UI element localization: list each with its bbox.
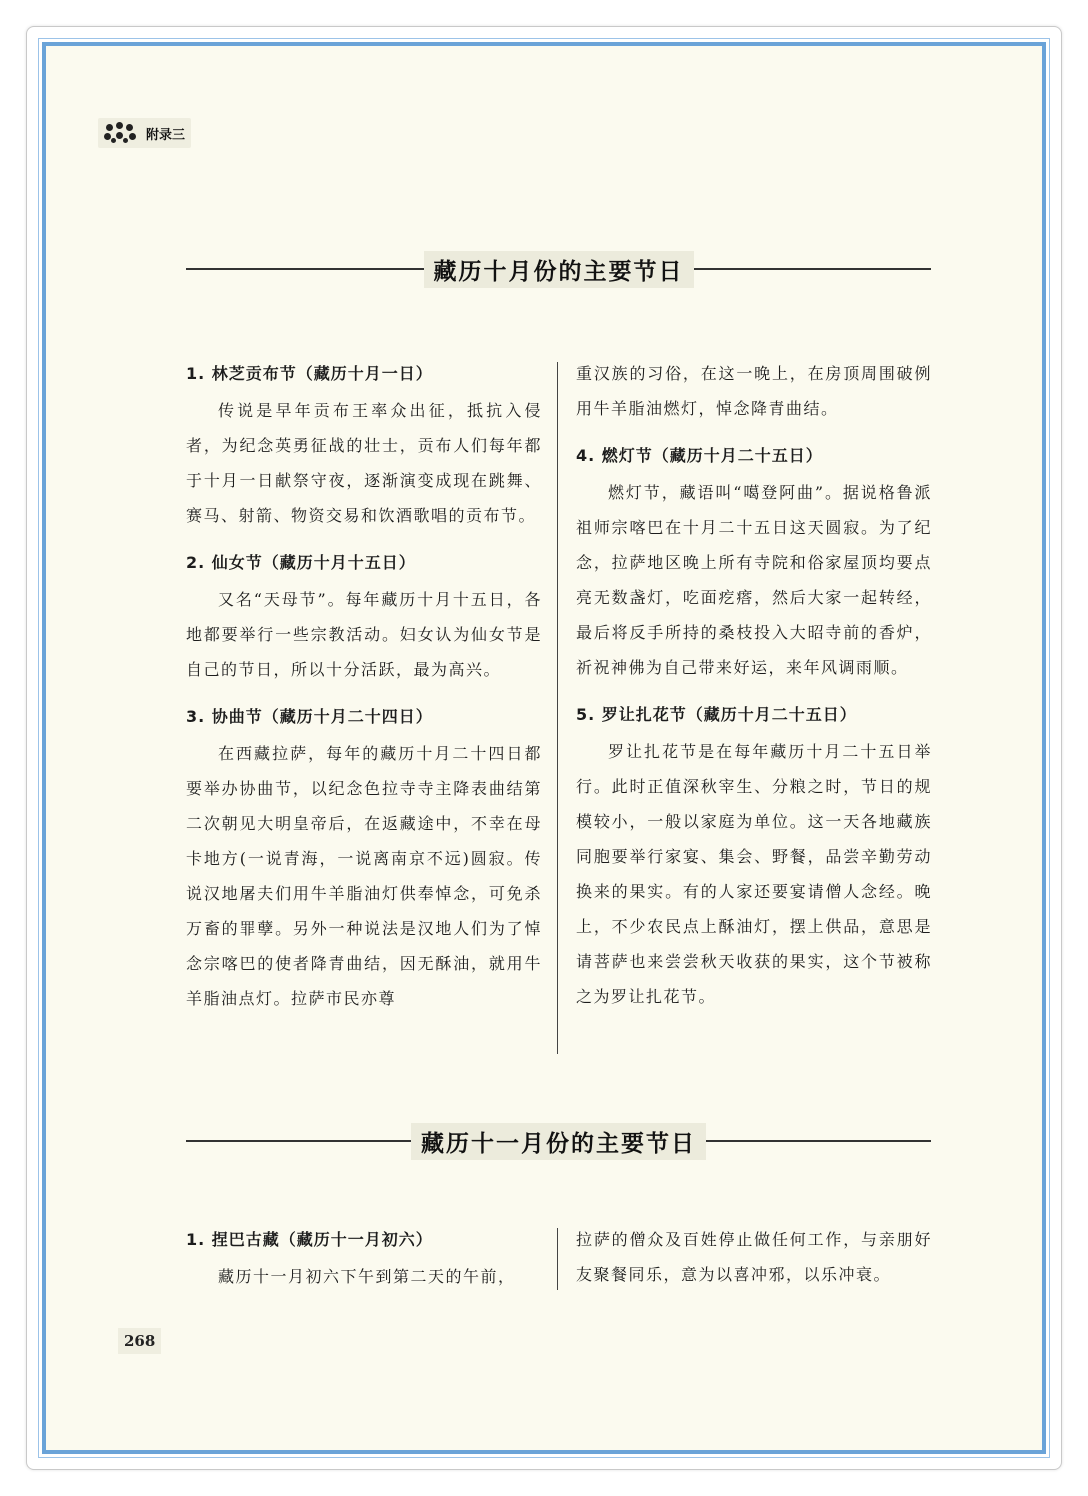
section-heading-october — [186, 252, 931, 286]
festival-body: 罗让扎花节是在每年藏历十月二十五日举行。此时正值深秋宰生、分粮之时，节日的规模较小，一般以家庭为单位。这一天各地藏族同胞要举行家宴、集会、野餐，品尝辛勤劳动换来的果实。有的人家还要宴请僧人念经。晚上，不少农民点上酥油灯，摆上供品，意思是请菩萨也来尝尝秋天收获的果实，这个节被称之为罗让扎花节。 — [576, 742, 932, 1006]
festival-title: 1. 林芝贡布节（藏历十月一日） — [186, 364, 433, 383]
section-title: 藏历十月份的主要节日 — [424, 251, 694, 288]
column-divider — [557, 362, 558, 1054]
heading-rule-left — [186, 1140, 411, 1142]
heading-rule-right — [706, 1140, 931, 1142]
festival-title: 1. 捏巴古藏（藏历十一月初六） — [186, 1230, 433, 1249]
page-header — [98, 118, 191, 148]
festival-body: 又名“天母节”。每年藏历十月十五日，各地都要举行一些宗教活动。妇女认为仙女节是自己的节日，所以十分活跃，最为高兴。 — [186, 590, 542, 679]
column-divider — [557, 1228, 558, 1290]
continued-text: 重汉族的习俗，在这一晚上，在房顶周围破例用牛羊脂油燃灯，悼念降青曲结。 — [576, 364, 932, 418]
section-heading-november — [186, 1124, 931, 1158]
left-column — [186, 1222, 542, 1306]
festival-title: 5. 罗让扎花节（藏历十月二十五日） — [576, 705, 857, 724]
festival-body: 在西藏拉萨，每年的藏历十月二十四日都要举办协曲节，以纪念色拉寺寺主降表曲结第二次朝见大明皇帝后，在返藏途中，不幸在母卡地方(一说青海，一说离南京不远)圆寂。传说汉地屠夫们用牛羊脂油灯供奉悼念，可免杀万畜的罪孽。另外一种说法是汉地人们为了悼念宗喀巴的使者降青曲结，因无酥油，就用牛羊脂油点灯。拉萨市民亦尊 — [186, 744, 542, 1008]
ornament-icon — [104, 122, 138, 144]
heading-rule-left — [186, 268, 424, 270]
festival-body: 燃灯节，藏语叫“噶登阿曲”。据说格鲁派祖师宗喀巴在十月二十五日这天圆寂。为了纪念，拉萨地区晚上所有寺院和俗家屋顶均要点亮无数盏灯，吃面疙瘩，然后大家一起转经，最后将反手所持的桑枝投入大昭寺前的香炉，祈祝神佛为自己带来好运，来年风调雨顺。 — [576, 483, 932, 677]
heading-rule-right — [694, 268, 932, 270]
festival-body: 藏历十一月初六下午到第二天的午前， — [218, 1267, 516, 1286]
page-number: 268 — [118, 1328, 161, 1354]
left-column — [186, 356, 542, 1028]
festival-title: 4. 燃灯节（藏历十月二十五日） — [576, 446, 823, 465]
festival-title: 3. 协曲节（藏历十月二十四日） — [186, 707, 433, 726]
right-column — [576, 356, 932, 1026]
header-label: 附录三 — [146, 127, 186, 143]
right-column — [576, 1222, 932, 1304]
continued-text: 拉萨的僧众及百姓停止做任何工作，与亲朋好友聚餐同乐，意为以喜冲邪，以乐冲衰。 — [576, 1230, 932, 1284]
festival-title: 2. 仙女节（藏历十月十五日） — [186, 553, 416, 572]
festival-body: 传说是早年贡布王率众出征，抵抗入侵者，为纪念英勇征战的壮士，贡布人们每年都于十月一日献祭守夜，逐渐演变成现在跳舞、赛马、射箭、物资交易和饮酒歌唱的贡布节。 — [186, 401, 542, 525]
section-title: 藏历十一月份的主要节日 — [411, 1123, 706, 1160]
